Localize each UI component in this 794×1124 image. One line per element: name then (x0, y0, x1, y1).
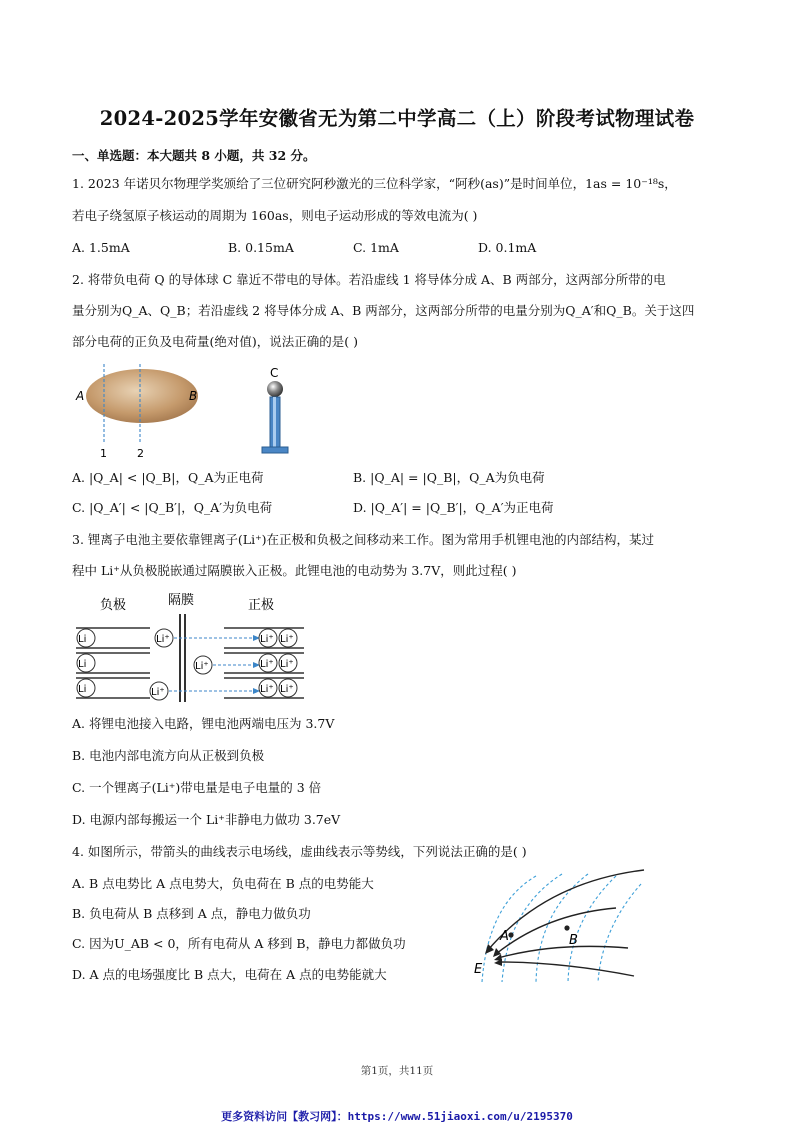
q1-option-d: D. 0.1mA (478, 240, 537, 255)
li-atom: Li (78, 659, 87, 670)
stand-base (262, 447, 288, 453)
label-a: A (500, 929, 509, 944)
q4-option-a: A. B 点电势比 A 点电势大，负电荷在 B 点的电势能大 (72, 876, 374, 891)
q4-option-b: B. 负电荷从 B 点移到 A 点，静电力做负功 (72, 906, 311, 921)
li-ion: Li⁺ (151, 687, 165, 698)
q1-option-a: A. 1.5mA (72, 240, 130, 255)
q2-figure (72, 362, 332, 460)
q2-option-c: C. |Q_A′| < |Q_B′|，Q_A′为负电荷 (72, 500, 273, 515)
q2-option-b: B. |Q_A| = |Q_B|，Q_A为负电荷 (353, 470, 545, 485)
section-heading: 一、单选题：本大题共 8 小题，共 32 分。 (72, 148, 316, 163)
q2-line2: 量分别为Q_A、Q_B；若沿虚线 2 将导体分成 A、B 两部分，这两部分所带的电量分别为Q_A′和Q_B。关于这四 (72, 303, 695, 318)
point-b (564, 925, 569, 930)
ion-flow-arrows (169, 638, 256, 691)
label-cut-1: 1 (100, 447, 107, 460)
q3-line1: 3. 锂离子电池主要依靠锂离子(Li⁺)在正极和负极之间移动来工作。图为常用手机锂电池的内部结构，某过 (72, 532, 655, 547)
li-ion: Li⁺ (280, 659, 294, 670)
q2-option-a: A. |Q_A| < |Q_B|，Q_A为正电荷 (72, 470, 264, 485)
label-cut-2: 2 (137, 447, 144, 460)
q2-line1: 2. 将带负电荷 Q 的导体球 C 靠近不带电的导体。若沿虚线 1 将导体分成 A、B 两部分，这两部分所带的电 (72, 272, 666, 287)
charged-sphere-c (267, 381, 283, 397)
q3-battery-figure (72, 590, 312, 708)
page-title: 2024-2025学年安徽省无为第二中学高二（上）阶段考试物理试卷 (99, 107, 695, 130)
q2-line3: 部分电荷的正负及电荷量(绝对值)，说法正确的是( ) (72, 334, 358, 349)
q1-option-c: C. 1mA (353, 240, 399, 255)
q3-line2: 程中 Li⁺从负极脱嵌通过隔膜嵌入正极。此锂电池的电动势为 3.7V，则此过程( ) (72, 563, 517, 578)
li-ion: Li⁺ (260, 659, 274, 670)
q4-line1: 4. 如图所示，带箭头的曲线表示电场线，虚曲线表示等势线，下列说法正确的是( ) (72, 844, 527, 859)
resource-link[interactable]: 更多资料访问【教习网】：https://www.51jiaoxi.com/u/2195370 (221, 1110, 573, 1123)
label-e: E (474, 962, 483, 977)
q4-field-figure (466, 864, 646, 984)
q2-option-d: D. |Q_A′| = |Q_B′|，Q_A′为正电荷 (353, 500, 554, 515)
li-ion: Li⁺ (280, 634, 294, 645)
label-b: B (569, 933, 578, 948)
li-ion: Li⁺ (260, 634, 274, 645)
q3-option-b: B. 电池内部电流方向从正极到负极 (72, 748, 265, 763)
q4-option-c: C. 因为U_AB < 0，所有电荷从 A 移到 B，静电力都做负功 (72, 936, 406, 951)
q1-line2: 若电子绕氢原子核运动的周期为 160as，则电子运动形成的等效电流为( ) (72, 208, 478, 223)
label-c: C (270, 366, 279, 380)
electric-field-lines (488, 870, 644, 976)
page-footer: 第1页，共11页 (360, 1065, 434, 1077)
li-ion: Li⁺ (195, 661, 209, 672)
q3-option-c: C. 一个锂离子(Li⁺)带电量是电子电量的 3 倍 (72, 780, 322, 795)
label-separator: 隔膜 (168, 593, 195, 608)
conductor-ellipse (86, 369, 198, 423)
q3-option-a: A. 将锂电池接入电路，锂电池两端电压为 3.7V (72, 716, 335, 731)
li-atom: Li (78, 634, 87, 645)
label-positive-electrode: 正极 (248, 598, 275, 613)
li-ion: Li⁺ (280, 684, 294, 695)
q1-option-b: B. 0.15mA (228, 240, 294, 255)
li-atom: Li (78, 684, 87, 695)
q1-line1: 1. 2023 年诺贝尔物理学奖颁给了三位研究阿秒激光的三位科学家，“阿秒(as)”是时间单位，1as = 10⁻¹⁸s， (72, 176, 677, 191)
q3-option-d: D. 电源内部每搬运一个 Li⁺非静电力做功 3.7eV (72, 812, 341, 827)
point-a (508, 932, 513, 937)
label-a: A (76, 389, 85, 403)
label-b: B (189, 389, 198, 403)
q4-option-d: D. A 点的电场强度比 B 点大，电荷在 A 点的电势能就大 (72, 967, 387, 982)
label-negative-electrode: 负极 (100, 598, 127, 613)
li-ion: Li⁺ (260, 684, 274, 695)
li-ion: Li⁺ (156, 634, 170, 645)
